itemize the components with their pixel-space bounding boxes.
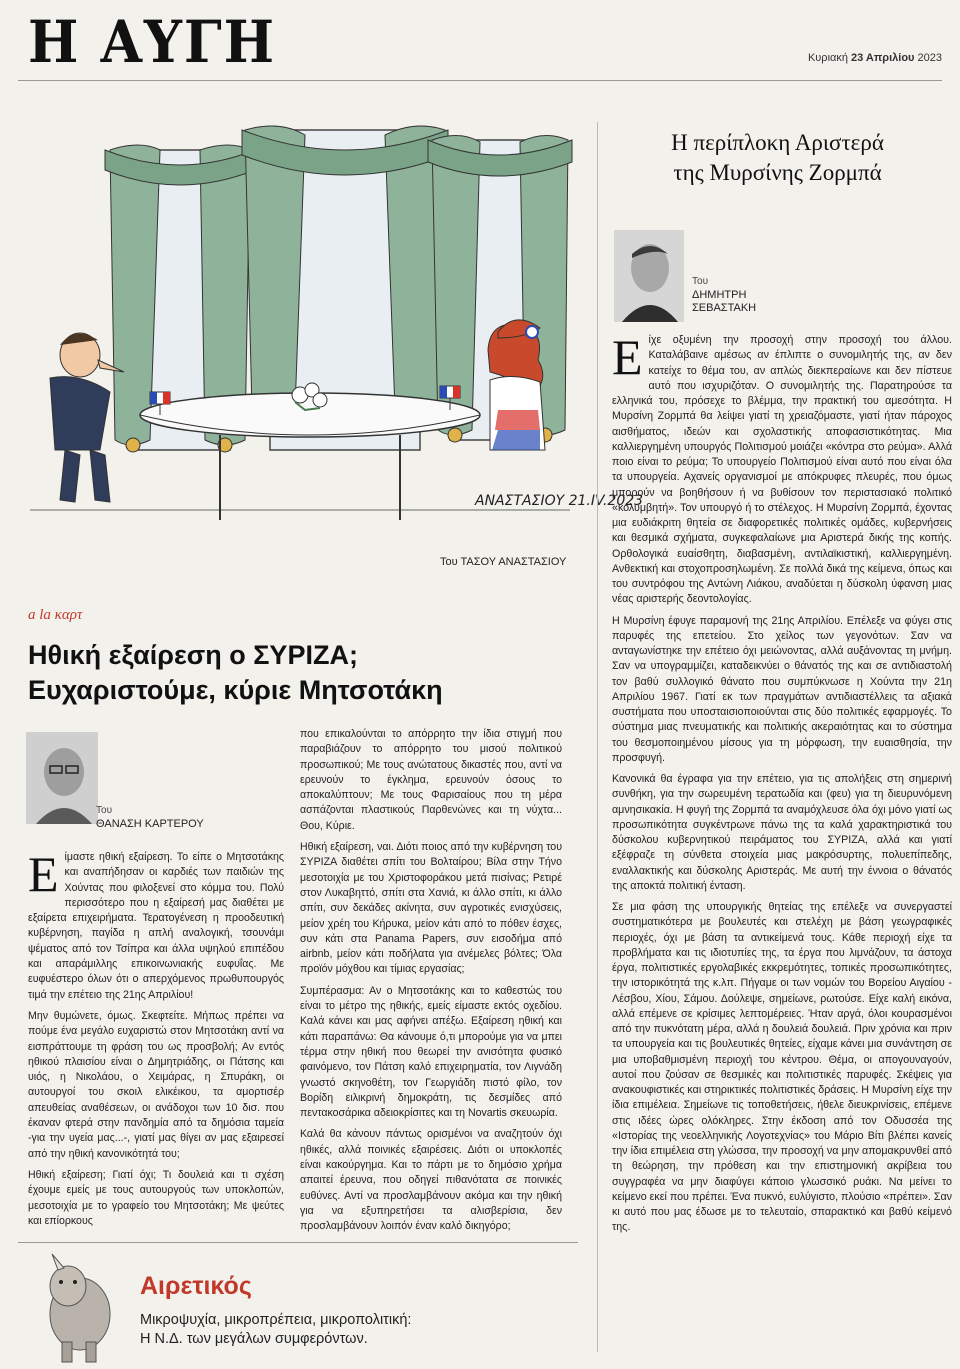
heretic-title: Αιρετικός bbox=[140, 1272, 252, 1300]
cartoon-illustration bbox=[20, 110, 644, 560]
rhino-icon bbox=[28, 1252, 126, 1364]
left-article-col2 bbox=[300, 727, 562, 1235]
paragraph: Ηθική εξαίρεση, ναι. Διότι ποιος από την κυβέρνηση του ΣΥΡΙΖΑ διαθέτει σπίτι του Βολταίρου; Βίλα στην Τήνο μεσοτοιχία με του Χριστοφοράκου μετά πισίνας; Ρετιρέ στον Λυκαβηττό, σπίτι στα Χανιά, κι άλλο σπίτι, κι άλλο σπίτι, συν δεκάδες ακίνητα, συν αγροτικές ενισχύσεις, μείον χρέη του Κήρυκα, μείον κάτι από το πόθεν έσχες, συν κάτι στα Panama Papers, συν εισοδήμα από airbnb, μείον κάτι ποδήλατα για ανέμελες βόλτες; Όλα προϊόν μόχθου και τίμιας εργασίας; bbox=[300, 841, 562, 976]
paragraph: Σε μια φάση της υπουργικής θητείας της επέλεξε να συνεργαστεί συστηματικότερα με βουλευτές και στελέχη με βάση γεωγραφικές περιοχές, όχι με βάση τα αντικείμενά τους. Κάθε περιοχή είχε τα προβλήματα και τις ιδιοτυπίες της, τα έργα που λιμνάζουν, τα άστοχα έργα, πολιτιστικές εργολαβικές εκκρεμότητες, τοπικές προσωπικότητες, την ιστορικότητά της κ.λπ. Πήγαμε οι των νομών του Βορείου Αιγαίου - Λέσβου, Χίου, Σάμου. Δούλεψε, σημείωνε, ρωτούσε. Είχε καλή εικόνα, αλλά επέμενε σε κρίσιμες λεπτομέρειες. Ήταν αργά, όλοι κουρασμένοι από την πυκνότατη μέρα, αλλά η δουλειά δουλειά. Πριν χρόνια και πριν τα υπουργεία και τις βουλευτικές θητείες, είχαμε κάνει μια συνάντηση σε μια υποβαθμισμένη περιοχή του κέντρου. Θέμα, οι απογουναγούν, αυτοί που ζούσαν σε θεσμικές και πολιτιστικές παρυφές. Σκέψεις για ανακουφιστικές και στηρικτικές πολιτιστικές δράσεις. Η Μυρσίνη είχε την ίδια επιμέλεια. Σημείωνε τις τοποθετήσεις, ήθελε διευκρινίσεις, επέμενε στις ιδέες ώρες ολόκληρες. Στην έκδοση από τον Οδυσσέα της «Ιστορίας της νεοελληνικής Λογοτεχνίας» του Μάριο Βίτι βλέπει κανείς την ίδια επιμέλεια στη γλώσσα, την προσοχή να μην απομακρυνθεί από τη θεώρηση, την πρόθεση και την επιστημονική ακρίβεια του συγγραφέα να μην διαφύγει κάποιο γλωσσικό ρυάκι. Να μείνει το κείμενο εκεί που πρέπει. Ένα πυκνό, ευλύγιστο, πλούσιο «πρέπει». Σαν κι αυτό που μας έδωσε με το τελευταίο, σπαρακτικό και βαθύ κείμενό της. bbox=[612, 901, 953, 1234]
column-kicker: a la καρτ bbox=[28, 607, 83, 623]
dropcap: Ε bbox=[28, 846, 59, 902]
paragraph: Η Μυρσίνη έφυγε παραμονή της 21ης Απριλίου. Επέλεξε να φύγει στις παρυφές της επετείου. Στο χείλος των γεγονότων. Σαν να ανταγωνίστηκε την επέτειο όχι μειώνοντας, αλλά αυξάνοντας τη μνήμη. Σαν να υπογραμμίζει, καταδεικνύει ο θάνατός της και σε αντιδιαστολή τον βαθύ συλλογικό θάνατο που συμπύκνωσε η Χούντα την 21η Απριλίου 1967. Γιατί εκ των πραγμάτων αντιδιαστέλλεις τα αξιακά συστήματα που υποσταισιοποιούνται στις δύο πολιτικές εφαρμογές. Το σύστημα μιας πνευματικής και πολιτικής ακεραιότητας και το σύστημα του θεσμοποιημένου μίσους για τη μόρφωση, την ευαισθησία, την προσφυγή. bbox=[612, 614, 952, 764]
paragraph: Ηθική εξαίρεση; Γιατί όχι; Τι δουλειά και τι σχέση έχουμε εμείς με τους αυτουργούς των υποκλοπών, μεσοτοιχία με το γραφείο του Μητσοτάκη; Με ψεύτες και επίορκους bbox=[28, 1168, 284, 1227]
dateline-date: 23 Απριλίου bbox=[851, 52, 915, 64]
cartoon-credit: Του ΤΑΣΟΥ ΑΝΑΣΤΑΣΙΟΥ bbox=[440, 556, 567, 568]
heretic-line2: Η Ν.Δ. των μεγάλων συμφερόντων. bbox=[140, 1331, 368, 1347]
right-author-name bbox=[692, 289, 812, 315]
dropcap: Ε bbox=[612, 329, 643, 385]
paragraph: Μην θυμώνετε, όμως. Σκεφτείτε. Μήπως πρέπει να πούμε ένα μεγάλο ευχαριστώ στον Μητσοτάκη αντί να εισπράττουμε τη φράση του ως προσβολή; Αν εντός ηθικού πλαισίου είναι ο Δημητριάδης, οι Πάτσης και υιός, η Νικολάου, ο Χειμάρας, η Σπυράκη, οι αυτουργοί του σκοιλ ελικέικου, τα αμορτισέρ απευθείας αναθέσεων, οι ανάδοχοι των 10 δισ. που έκαναν φτερά στην πανδημία από τα δημόσια ταμεία -για την υγεία μας...-, γιατί μας θίγει αν μας εξαιρεσεί από την ηθική κανονικότητά του; bbox=[28, 1009, 284, 1160]
paragraph: Καλά θα κάνουν πάντως ορισμένοι να αναζητούν όχι ηθικές, αλλά ποινικές εξαιρέσεις. Διότι οι υποκλοπές είναι κακούργημα. Και το πάρτι με το δημόσιο χρήμα απαιτεί έρευνα, που οδηγεί πιθανότατα σε ποινικές ευθύνες. Αντί να προσλαμβάνουν ακόμα και την ηθική για να εξυπηρετήσει τα αλισβερίσια, δεν προσλαμβάνουν λοιπόν έναν καλό δικηγόρο; bbox=[300, 1128, 562, 1233]
right-article-body bbox=[612, 329, 953, 1236]
paragraph: ίμαστε ηθική εξαίρεση. Το είπε ο Μητσοτάκης και αναπήδησαν οι καρδιές των παιδιών της Χούντας που φιλοξενεί στο κόμμα του. Πολύ περισσότερο που η εξαίρεσή μας διαθέτει με εξαίρετα επιχειρήματα. Τερατογένεση η προοδευτική κυβέρνηση, παγίδα η απλή αναλογική, τσουνάμι ψέματος από τον Τσίπρα και άλλα υψηλού επιπέδου και απαράμιλλης επικοινωνιακής ευφυΐας. Με ευφυέστερο όλων ότι ο απερχόμενος πρωθυπουργός τιμά την επέτειο της 21ης Απριλίου! bbox=[28, 851, 284, 1001]
right-headline-line2: της Μυρσίνης Ζορμπά bbox=[673, 160, 882, 185]
heretic-line1: Μικροψυχία, μικροπρέπεια, μικροπολιτική: bbox=[140, 1312, 412, 1328]
author-photo bbox=[26, 732, 98, 824]
column-divider bbox=[597, 122, 598, 1352]
masthead: Η ΑΥΓΗ bbox=[28, 8, 276, 76]
right-author-name-line2: ΣΕΒΑΣΤΑΚΗ bbox=[692, 302, 757, 314]
cartoon-svg bbox=[20, 110, 644, 560]
right-headline-line1: Η περίπλοκη Αριστερά bbox=[671, 130, 884, 155]
left-headline-line1: Ηθική εξαίρεση ο ΣΥΡΙΖΑ; bbox=[28, 640, 358, 670]
cartoon-signature: ΑΝΑΣΤΑΣΙΟΥ 21.IV.2023 bbox=[475, 493, 644, 509]
paragraph: που επικαλούνται το απόρρητο την ίδια στιγμή που παραβιάζουν το απόρρητο του μισού πολιτικού προσωπικού; Με τους ανώτατους δικαστές που, αντί να ερευνούν το έγκλημα, ερευνούν όσους το αποκαλύπτουν; Με τους Φαρισαίους που τη μέρα ασπάζονται πλαστικούς Παρθενώνες και τη νύχτα... Θου, Κύριε. bbox=[300, 728, 562, 832]
paragraph: Συμπέρασμα: Αν ο Μητσοτάκης και το καθεστώς του είναι το μέτρο της ηθικής, εμείς είμαστε εκτός οχεδίου. Καλά κάνει και μας αφήνει απέξω. Εξαίρεση ηθική και κάτι παραπάνω: Θα κάνουμε ό,τι μπορούμε για να μπει τέρμα στην ηθική που θεωρεί την ανισότητα φυσικό φαινόμενο, τον Πάτση καλό επιχειρηματία, τον Λιγνάδη γνωστό σκηνοθέτη, τον Γεωργιάδη πιστό φίλο, τον Βορίδη ειλικρινή δημοκράτη, τις δεσμίδες από πεντακοσάρικα αδειοκρίσιτες και τη Novartis σκευωρία. bbox=[300, 984, 562, 1120]
right-headline bbox=[605, 128, 950, 188]
left-headline-line2: Ευχαριστούμε, κύριε Μητσοτάκη bbox=[28, 675, 443, 705]
dateline-year: 2023 bbox=[917, 52, 942, 64]
author-by: Του bbox=[96, 805, 113, 816]
footer-rule bbox=[18, 1242, 578, 1243]
paragraph: Κανονικά θα έγραφα για την επέτειο, για τις απολήξεις στη σημερινή συνθήκη, για την σωρευμένη τερατωδία και (φευ) για τη διευρυνόμενη αμνησικακία. Η φυγή της Ζορμπά τα αναμόχλευσε όλα όχι μόνο γιατί ως προσωπικότητα συγκέντρωνε πάνω της τα καλά χαρακτηριστικά του δύσκολου κυβερνητικού πειράματος του ΣΥΡΙΖΑ, αλλά και γιατί εξέφραζε τη σύνθετα στοιχεία μιας μακρόσυρτης, πολυεπίπεδης, εναλλακτικής και δύσκολης Αριστεράς. Με αυτή την έννοια ο θάνατός της αποκτά πολιτική ένταση. bbox=[612, 773, 952, 892]
right-author-name-line1: ΔΗΜΗΤΡΗ bbox=[692, 289, 747, 301]
author-name: ΘΑΝΑΣΗ ΚΑΡΤΕΡΟΥ bbox=[96, 818, 204, 830]
right-author-photo bbox=[614, 230, 684, 322]
dateline bbox=[808, 52, 942, 64]
left-headline bbox=[28, 638, 588, 708]
right-author-by: Του bbox=[692, 276, 709, 287]
dateline-day: Κυριακή bbox=[807, 52, 848, 64]
heretic-text bbox=[140, 1311, 440, 1349]
paragraph: ίχε οξυμένη την προσοχή στην προσοχή του άλλου. Καταλάβαινε αμέσως αν έπλιπτε ο συνομιλητής της, αν δεν κατείχε το θέμα του, αν απλώς διεκπεραίωνε και δεν πίστευε αυτό που ισχυριζόταν. Ο συνομιλητής της. Παρατηρούσε τα ελληνικά του, πρόσεχε το βλέμμα, την πρακτική του αμεσότητα. Η Μυρσίνη Ζορμπά θα λείψει γιατί τη χρειαζόμαστε, γιατί ήταν πάροχος αισθήματος, ιδεών και σχολαστικής αποφασιστικότητας. Μια καλλιεργημένη υπουργός Πολιτισμού μοιάζει «κόντρα στο ρεύμα». Αλλά ποιο είναι το ρεύμα; Το υπουργείο Πολιτισμού είναι αυτό που είναι όλα τα υπουργεία. Αχανείς οργανισμοί με απόκρυφες πλευρές, που όμως μπορούν να βοηθήσουν ή να βυθίσουν τον περιστασιακό πολιτικό «κολυμβητή». Τον υπουργό ή το στέλεχος. Η Μυρσίνη Ζορμπά, έχοντας μια ευδιάκριτη θητεία σε διαφορετικές πολιτικές ομάδες, κυβερνήσεις και θεσμικά σχήματα, συγκεφαλαίωνε μια Αριστερά δικής της κοπής. Ορθολογικά ευαίσθητη, διαβασμένη, αντιλαϊκιστική, καλλιεργημένη. Ανθεκτική και στοχοπροσηλωμένη. Σε πολλά δικά της κείμενα, όπως και του συντρόφου της Αντώνη Λιάκου, αναδύεται η δύσκολη ύφανση μιας νέας αριστερής δεοντολογίας. bbox=[612, 334, 952, 606]
masthead-rule bbox=[18, 80, 942, 81]
left-article-col1 bbox=[28, 846, 284, 1229]
